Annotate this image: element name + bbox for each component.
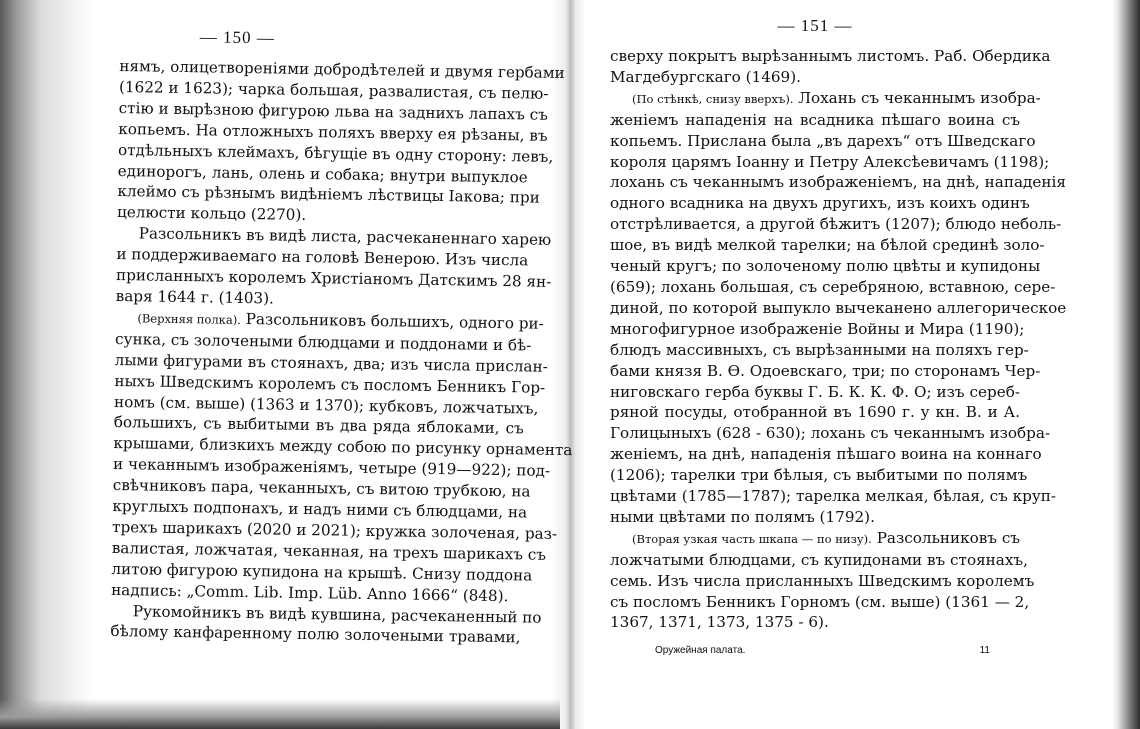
line-text: 1367, 1371, 1373, 1375 - 6). — [610, 613, 829, 632]
text-line — [610, 88, 1041, 110]
line-text: Рукомойникъ въ видѣ кувшина, расчеканенный по — [132, 601, 542, 627]
line-text: лохань съ чеканнымъ изображеніемъ, на днѣ, нападенія — [610, 173, 1066, 192]
text-line — [610, 319, 1025, 340]
line-text: цвѣтами (1785—1787); тарелка мелкая, бѣлая, съ круп- — [610, 487, 1057, 506]
line-text: (1622 и 1623); чарка большая, развалистая, съ пелю- — [118, 77, 549, 103]
text-line — [610, 340, 1029, 361]
text-line — [610, 571, 1035, 592]
line-text: (1206); тарелки три бѣлыя, съ выбитыми по полямъ — [610, 466, 1028, 485]
line-text: женіемъ, на днѣ, нападенія пѣшаго воина на коннаго — [610, 445, 1042, 464]
line-text: целюсти кольцо (2270). — [116, 203, 307, 225]
line-text: свѣчниковъ пара, чеканныхъ, съ витою трубкою, на — [112, 476, 531, 501]
line-text: лыми фигурами въ стоянахъ, два; изъ числа прислан- — [114, 350, 548, 376]
text-line — [610, 172, 1066, 193]
page-footer — [610, 645, 1020, 656]
line-text: и поддерживаемаго на головѣ Венерою. Изъ числа — [116, 245, 529, 270]
line-text: одного всадника на двухъ другихъ, изъ коихъ одинъ — [610, 194, 1030, 213]
section-heading: (По стѣнкѣ, снизу вверхъ). — [632, 91, 794, 106]
line-text: отдѣльныхъ клеймахъ, бѣгущіе въ одну сторону: левъ, — [117, 140, 554, 166]
line-text: короля царямъ Іоанну и Петру Алексѣевичамъ (1198); — [610, 152, 1050, 171]
text-line — [610, 152, 1050, 173]
line-text: стію и вырѣзною фигурою льва на заднихъ лапахъ съ — [118, 98, 548, 124]
line-text: отстрѣливается, а другой бѣжитъ (1207); блюдо неболь- — [610, 215, 1062, 234]
line-text: трехъ шарикахъ (2020 и 2021); кружка золоченая, раз- — [111, 517, 558, 543]
line-text: женіемъ нападенія на всадника пѣшаго воина съ — [610, 110, 1020, 129]
line-text: литою фигурою купидона на крышѣ. Снизу поддона — [111, 559, 533, 585]
sheet-number: 11 — [979, 645, 990, 657]
text-line — [610, 361, 1041, 382]
line-text: Разсольникъ въ видѣ листа, расчеканеннаго харею — [138, 224, 552, 250]
left-page-edge-shadow — [0, 0, 92, 729]
line-text: Лохань съ чеканнымъ изобра- — [793, 88, 1041, 107]
text-line — [610, 382, 1020, 403]
line-text: единорогъ, лань, олень и собака; внутри выпуклое — [117, 161, 528, 186]
line-text: съ посломъ Бенникъ Горномъ (см. выше) (1361 — 2, — [610, 592, 1030, 611]
text-line — [610, 402, 1020, 423]
text-line — [610, 298, 1067, 319]
text-line — [610, 444, 1042, 465]
line-text: блюдъ массивныхъ, съ вырѣзанными на поляхъ гер- — [610, 340, 1029, 359]
signature-mark: Оружейная палата. — [655, 645, 746, 657]
line-text: Разсольниковъ большихъ, одного ри- — [240, 309, 544, 333]
text-line — [610, 277, 1056, 298]
text-line — [610, 465, 1028, 486]
line-text: Голицыныхъ (628 - 630); лохань съ чеканнымъ изобра- — [610, 424, 1051, 443]
text-line — [610, 592, 1030, 613]
line-text: семь. Изъ числа присланныхъ Шведскимъ королемъ — [610, 571, 1035, 590]
text-line — [610, 193, 1030, 214]
text-line — [610, 507, 1020, 528]
page-number: — 151 — — [777, 16, 853, 35]
line-text: валистая, ложчатая, чеканная, на трехъ шарикахъ съ — [111, 538, 547, 564]
left-page-text — [110, 56, 573, 649]
text-line — [610, 612, 1020, 633]
text-line — [610, 486, 1057, 507]
line-text: ныхъ Шведскимъ королемъ съ посломъ Бенникъ Гор- — [114, 371, 546, 397]
line-text: (659); лохань большая, съ серебряною, вставною, сере- — [610, 277, 1056, 296]
line-text: нямъ, олицетвореніями добродѣтелей и двумя гербами — [119, 56, 565, 82]
line-text: варя 1644 г. (1403). — [115, 286, 275, 308]
line-text: клеймо съ рѣзнымъ видѣніемъ лѣствицы Іакова; при — [117, 182, 540, 208]
line-text: многофигурное изображеніе Войны и Мира (1190); — [610, 319, 1025, 338]
page-number: — 150 — — [199, 27, 275, 48]
text-line — [610, 550, 1028, 571]
line-text: диной, по которой выпукло вычеканено аллегорическое — [610, 298, 1067, 317]
line-text: ниговскаго герба буквы Г. Б. К. К. Ф. О; изъ сереб- — [610, 382, 1020, 401]
line-text: Магдебургскаго (1469). — [610, 67, 801, 86]
line-text: ряной посуды, отобранной въ 1690 г. у кн. В. и А. — [610, 403, 1020, 422]
line-text: копьемъ. На отложныхъ поляхъ вверху ея рѣзаны, въ — [118, 119, 548, 145]
line-text: надпись: „Comm. Lib. Imp. Lüb. Anno 1666“ (848). — [111, 580, 509, 605]
text-line — [610, 235, 1045, 256]
line-text: копьемъ. Прислана была „въ дарехъ“ отъ Шведскаго — [610, 131, 1036, 150]
book-gutter — [552, 0, 586, 729]
text-line — [610, 46, 1051, 67]
line-text: сунка, съ золочеными блюдцами и поддонами и бѣ- — [114, 329, 532, 355]
right-page-edge-shadow — [1112, 0, 1140, 729]
line-text: ными цвѣтами по полямъ (1792). — [610, 507, 875, 526]
line-text: Разсольниковъ съ — [871, 528, 1021, 547]
line-text: бами князя В. Ѳ. Одоевскаго, три; по сторонамъ Чер- — [610, 361, 1041, 380]
line-text: сверху покрытъ вырѣзаннымъ листомъ. Раб. Обердика — [610, 47, 1051, 65]
line-text: ложчатыми блюдцами, съ купидонами въ стоянахъ, — [610, 550, 1028, 569]
line-text: номъ (см. выше) (1363 и 1370); кубковъ, ложчатыхъ, — [113, 392, 539, 418]
text-line — [610, 131, 1036, 152]
text-line — [610, 423, 1051, 444]
text-line — [610, 67, 1020, 88]
line-text: и чеканнымъ изображеніямъ, четыре (919—922); под- — [112, 455, 551, 481]
text-line — [610, 214, 1062, 235]
bottom-edge-shadow — [0, 699, 560, 729]
right-page-text — [610, 46, 1067, 633]
section-heading: (Вторая узкая часть шкапа — по низу). — [632, 531, 872, 546]
line-text: ченый кругъ; по золоченому полю цвѣты и купидоны — [610, 257, 1041, 276]
line-text: присланныхъ королемъ Христіаномъ Датскимъ 28 ян- — [115, 266, 552, 291]
text-line — [610, 110, 1020, 131]
line-text: шое, въ видѣ мелкой тарелки; на бѣлой срединѣ золо- — [610, 236, 1045, 255]
text-line — [610, 256, 1041, 277]
right-page — [610, 16, 1067, 657]
left-page — [110, 26, 573, 649]
text-line — [610, 528, 1020, 550]
line-text: большихъ, съ выбитыми въ два ряда яблоками, съ — [113, 413, 524, 438]
line-text: крышами, близкихъ между собою по рисунку орнамента — [113, 434, 573, 460]
section-heading: (Верхняя полка). — [137, 311, 242, 327]
line-text: круглыхъ подпонахъ, и надъ ними съ блюдцами, на — [112, 496, 528, 522]
line-text: бѣлому канфаренному полю золочеными травами, — [110, 622, 521, 647]
